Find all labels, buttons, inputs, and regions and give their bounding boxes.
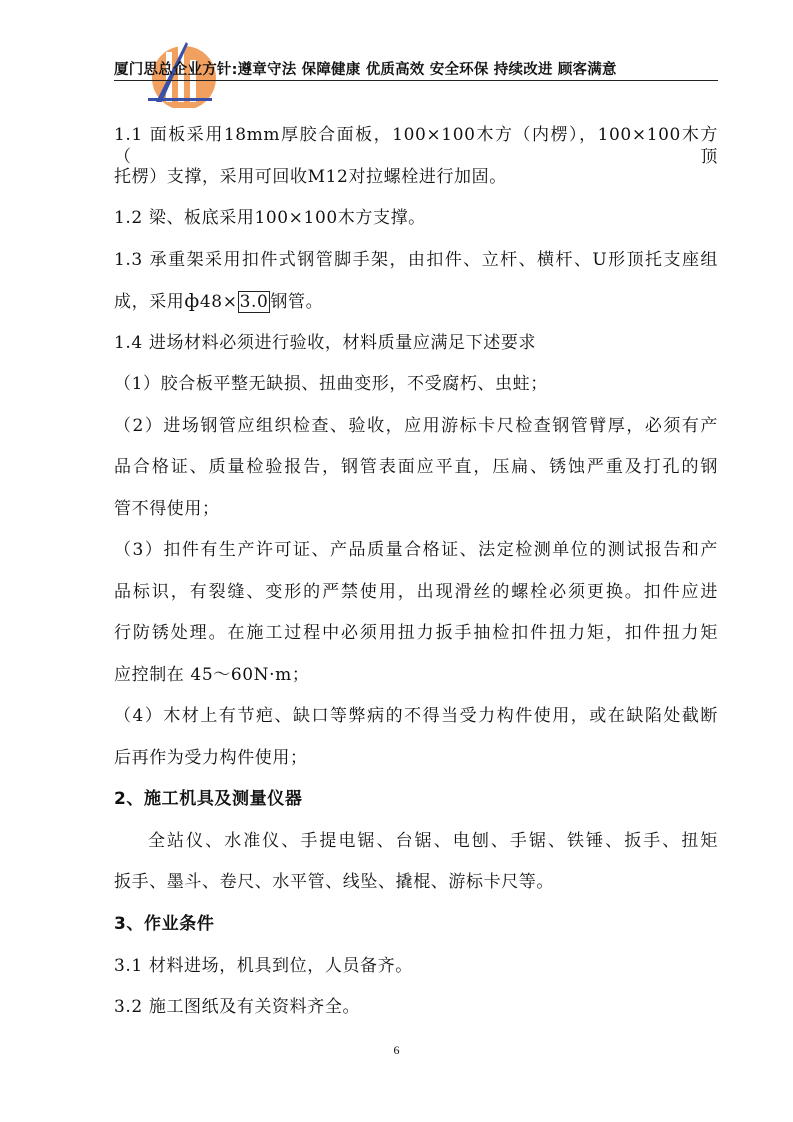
paragraph-1-3-line-2: [114, 290, 718, 313]
section-2-text-line-2: 扳手、墨斗、卷尺、水平管、线坠、撬棍、游标卡尺等。: [114, 872, 554, 892]
paragraph-1-4: 1.4 进场材料必须进行验收，材料质量应满足下述要求: [114, 333, 537, 353]
requirement-3-line-1: （3）扣件有生产许可证、产品质量合格证、法定检测单位的测试报告和产: [114, 540, 718, 560]
page-number: 6: [393, 1043, 400, 1057]
boxed-value: 3.0: [239, 292, 269, 312]
requirement-3-line-2: 品标识，有裂缝、变形的严禁使用，出现滑丝的螺栓必须更换。扣件应进: [114, 582, 718, 602]
header-divider: [114, 80, 718, 81]
requirement-3-line-4: 应控制在 45～60N·m；: [114, 665, 310, 685]
page-header: [114, 38, 718, 84]
section-2-text-line-1: 全站仪、水准仪、手提电锯、台锯、电刨、手锯、铁锤、扳手、扭矩: [148, 831, 718, 851]
requirement-3-line-3: 行防锈处理。在施工过程中必须用扭力扳手抽检扣件扭力矩，扣件扭力矩: [114, 623, 718, 643]
paragraph-1-3-line-1: 1.3 承重架采用扣件式钢管脚手架，由扣件、立杆、横杆、U形顶托支座组: [114, 250, 718, 270]
text-span: 48×: [199, 292, 238, 312]
requirement-2-line-3: 管不得使用；: [114, 499, 220, 519]
section-3-heading: 3、作业条件: [114, 914, 215, 934]
requirement-2-line-2: 品合格证、质量检验报告，钢管表面应平直，压扁、锈蚀严重及打孔的钢: [114, 457, 718, 477]
requirement-2-line-1: （2）进场钢管应组织检查、验收，应用游标卡尺检查钢管臂厚，必须有产: [114, 416, 718, 436]
text-span: 钢管。: [270, 292, 324, 312]
requirement-4-line-1: （4）木材上有节疤、缺口等弊病的不得当受力构件使用，或在缺陷处截断: [114, 706, 718, 726]
text-span: 成，采用: [114, 292, 185, 312]
paragraph-3-1: 3.1 材料进场，机具到位，人员备齐。: [114, 956, 413, 976]
phi-symbol: ф: [184, 290, 200, 312]
requirement-4-line-2: 后再作为受力构件使用；: [114, 748, 308, 768]
paragraph-1-2: 1.2 梁、板底采用100×100木方支撑。: [114, 208, 426, 228]
paragraph-3-2: 3.2 施工图纸及有关资料齐全。: [114, 997, 361, 1017]
company-motto: 厦门思总企业方针:遵章守法 保障健康 优质高效 安全环保 持续改进 顾客满意: [114, 62, 617, 78]
requirement-1: （1）胶合板平整无缺损、扭曲变形，不受腐朽、虫蛀；: [114, 374, 548, 394]
paragraph-1-1-line-1: 1.1 面板采用18mm厚胶合面板，100×100木方（内楞），100×100木方（顶: [114, 125, 718, 167]
section-2-heading: 2、施工机具及测量仪器: [114, 789, 303, 809]
paragraph-1-1-line-2: 托楞）支撑，采用可回收M12对拉螺栓进行加固。: [114, 167, 507, 187]
